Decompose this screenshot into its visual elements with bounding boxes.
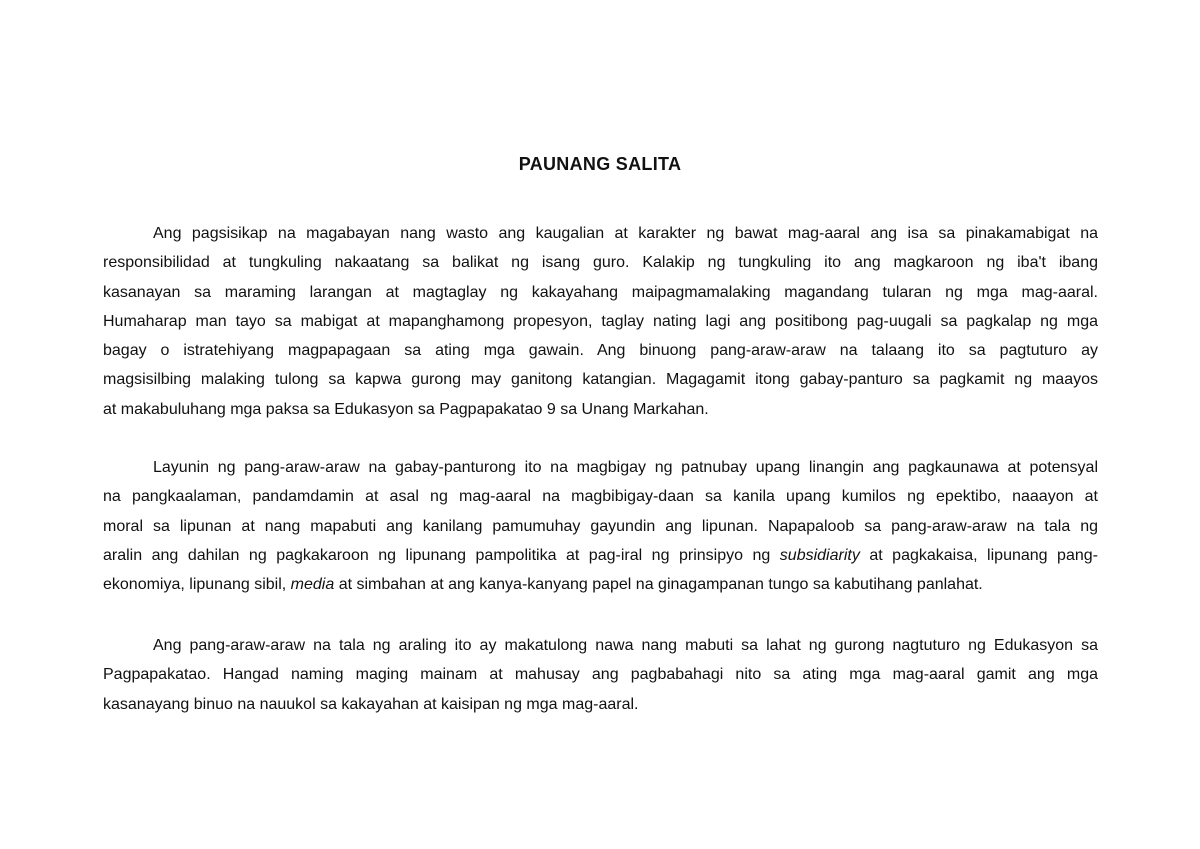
paragraph-2-line-5 xyxy=(103,570,1098,599)
page-title: PAUNANG SALITA xyxy=(518,154,682,174)
paragraph-1-line: kasanayan sa maraming larangan at magtaglay ng kakayahang maipagmamalaking magandang tularan ng mga mag-aaral. xyxy=(103,283,1098,301)
paragraph-1-line: bagay o istratehiyang magpapagaan sa ating mga gawain. Ang binuong pang-araw-araw na talaang ito sa pagtuturo ay xyxy=(103,342,1098,360)
paragraph-1 xyxy=(103,219,1098,424)
paragraph-1-line: Ang pagsisikap na magabayan nang wasto ang kaugalian at karakter ng bawat mag-aaral ang isa sa pinakamabigat na xyxy=(153,225,1098,242)
paragraph-2-line: Layunin ng pang-araw-araw na gabay-panturong ito na magbigay ng patnubay upang linangin ang pagkaunawa at potensyal xyxy=(153,459,1098,476)
paragraph-2 xyxy=(103,453,1098,599)
paragraph-1-line: at makabuluhang mga paksa sa Edukasyon sa Pagpapakatao 9 sa Unang Markahan. xyxy=(103,400,709,418)
paragraph-3-line: kasanayang binuo na nauukol sa kakayahan at kaisipan ng mga mag-aaral. xyxy=(103,695,639,713)
paragraph-1-line: magsisilbing malaking tulong sa kapwa gurong may ganitong katangian. Magagamit itong gabay-panturo sa pagkamit ng maayos xyxy=(103,371,1098,389)
paragraph-2-line-4 xyxy=(103,541,1098,570)
paragraph-2-line: moral sa lipunan at nang mapabuti ang kanilang pamumuhay gayundin ang lipunan. Napapaloob sa pang-araw-araw na tala ng xyxy=(103,517,1098,535)
paragraph-1-line: responsibilidad at tungkuling nakaatang sa balikat ng isang guro. Kalakip ng tungkuling ito ang magkaroon ng iba't ibang xyxy=(103,254,1098,272)
line-4-text-after: at pagkakaisa, lipunang pang- xyxy=(869,546,1098,564)
line-4-text-before: aralin ang dahilan ng pagkakaroon ng lipunang pampolitika at pag-iral ng prinsipyo ng xyxy=(103,546,771,564)
paragraph-3-line: Ang pang-araw-araw na tala ng araling ito ay makatulong nawa nang mabuti sa lahat ng gurong nagtuturo ng Edukasyon sa xyxy=(153,637,1098,654)
paragraph-3 xyxy=(103,631,1098,719)
line-5-text-after: at simbahan at ang kanya-kanyang papel na ginagampanan tungo sa kabutihang panlahat. xyxy=(338,576,983,594)
line-5-text-before: ekonomiya, lipunang sibil, xyxy=(103,576,287,594)
paragraph-2-line: na pangkaalaman, pandamdamin at asal ng mag-aaral na magbibigay-daan sa kanila upang kumilos ng epektibo, naaayon at xyxy=(103,488,1098,506)
paragraph-1-line: Humaharap man tayo sa mabigat at mapanghamong propesyon, taglay nating lagi ang positibong pag-uugali sa pagkalap ng mga xyxy=(103,312,1098,330)
paragraph-3-line: Pagpapakatao. Hangad naming maging mainam at mahusay ang pagbabahagi nito sa ating mga mag-aaral gamit ang mga xyxy=(103,666,1098,684)
italic-term-subsidiarity: subsidiarity xyxy=(779,546,860,564)
italic-term-media: media xyxy=(290,576,335,594)
